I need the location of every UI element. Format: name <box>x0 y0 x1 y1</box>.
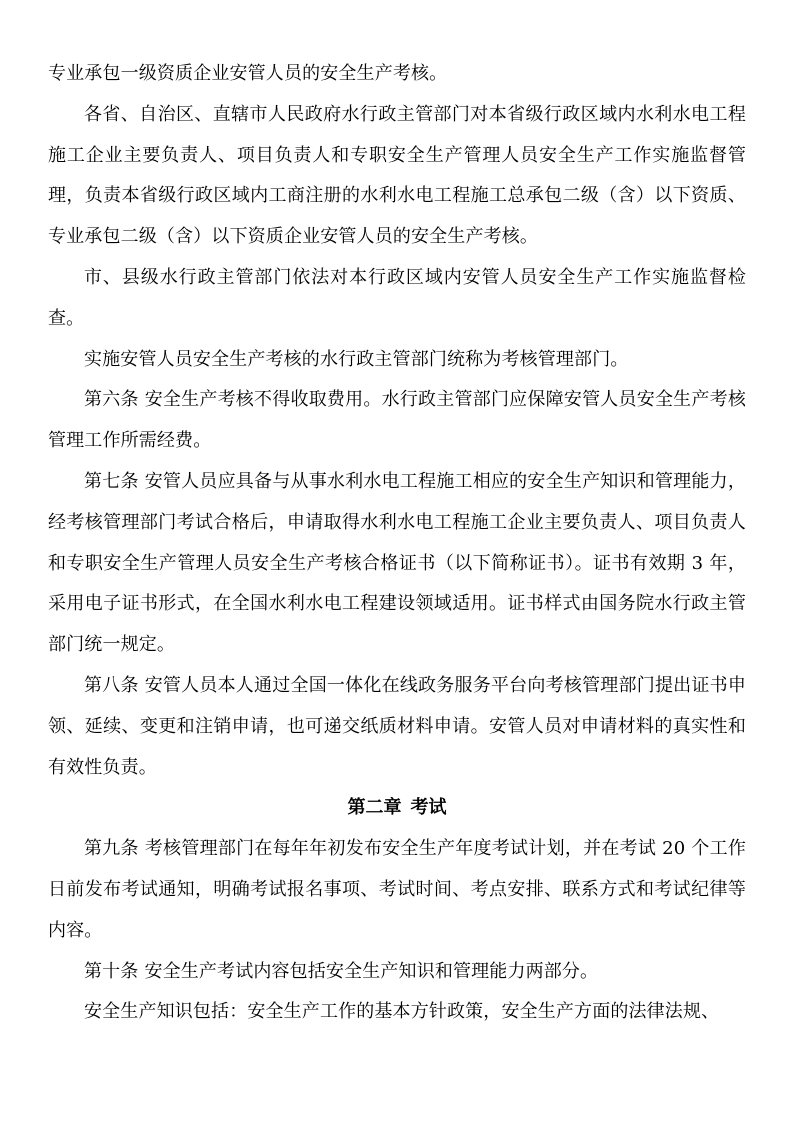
paragraph-text: 安全生产知识包括：安全生产工作的基本方针政策，安全生产方面的法律法规、 <box>84 1001 720 1023</box>
paragraph-text: 安全生产考试内容包括安全生产知识和管理能力两部分。 <box>144 960 599 982</box>
body-paragraph <box>48 258 746 340</box>
body-paragraph <box>48 54 746 95</box>
article-paragraph <box>48 462 746 666</box>
paragraph-text: 安管人员应具备与从事水利水电工程施工相应的安全生产知识和管理能力，经考核管理部门考试合格后，申请取得水利水电工程施工企业主要负责人、项目负责人和专职安全生产管理人员安全生产考核合格证书（以下简称证书）。证书有效期 3 年，采用电子证书形式，在全国水利水电工程建设领域适用。证书样式由国务院水行政主管部门统一规定。 <box>48 470 747 656</box>
paragraph-text: 专业承包一级资质企业安管人员的安全生产考核。 <box>48 63 448 84</box>
paragraph-text: 市、县级水行政主管部门依法对本行政区域内安管人员安全生产工作实施监督检查。 <box>48 266 746 329</box>
paragraph-text: 各省、自治区、直辖市人民政府水行政主管部门对本省级行政区域内水利水电工程施工企业主要负责人、项目负责人和专职安全生产管理人员安全生产工作实施监督管理，负责本省级行政区域内工商注册的水利水电工程施工总承包二级（含）以下资质、专业承包二级（含）以下资质企业安管人员的安全生产考核。 <box>48 103 746 248</box>
article-number: 第九条 <box>84 838 139 860</box>
chapter-heading <box>48 788 746 829</box>
body-paragraph <box>48 992 746 1033</box>
body-paragraph <box>48 95 746 258</box>
article-paragraph <box>48 380 746 462</box>
document-body <box>48 54 746 1033</box>
body-paragraph <box>48 340 746 381</box>
paragraph-text: 实施安管人员安全生产考核的水行政主管部门统称为考核管理部门。 <box>84 348 629 370</box>
article-paragraph <box>48 952 746 993</box>
paragraph-text: 安管人员本人通过全国一体化在线政务服务平台向考核管理部门提出证书申领、延续、变更和注销申请，也可递交纸质材料申请。安管人员对申请材料的真实性和有效性负责。 <box>48 674 747 778</box>
chapter-number: 第二章 <box>347 797 402 819</box>
paragraph-text: 考核管理部门在每年年初发布安全生产年度考试计划，并在考试 20 个工作日前发布考试通知，明确考试报名事项、考试时间、考点安排、联系方式和考试纪律等内容。 <box>48 838 746 941</box>
article-number: 第六条 <box>84 389 139 411</box>
chapter-title: 考试 <box>410 797 447 819</box>
article-number: 第七条 <box>84 470 139 492</box>
article-paragraph <box>48 829 746 951</box>
article-number: 第十条 <box>84 960 139 982</box>
article-paragraph <box>48 666 746 788</box>
paragraph-text: 安全生产考核不得收取费用。水行政主管部门应保障安管人员安全生产考核管理工作所需经费。 <box>48 389 747 452</box>
article-number: 第八条 <box>84 674 139 696</box>
